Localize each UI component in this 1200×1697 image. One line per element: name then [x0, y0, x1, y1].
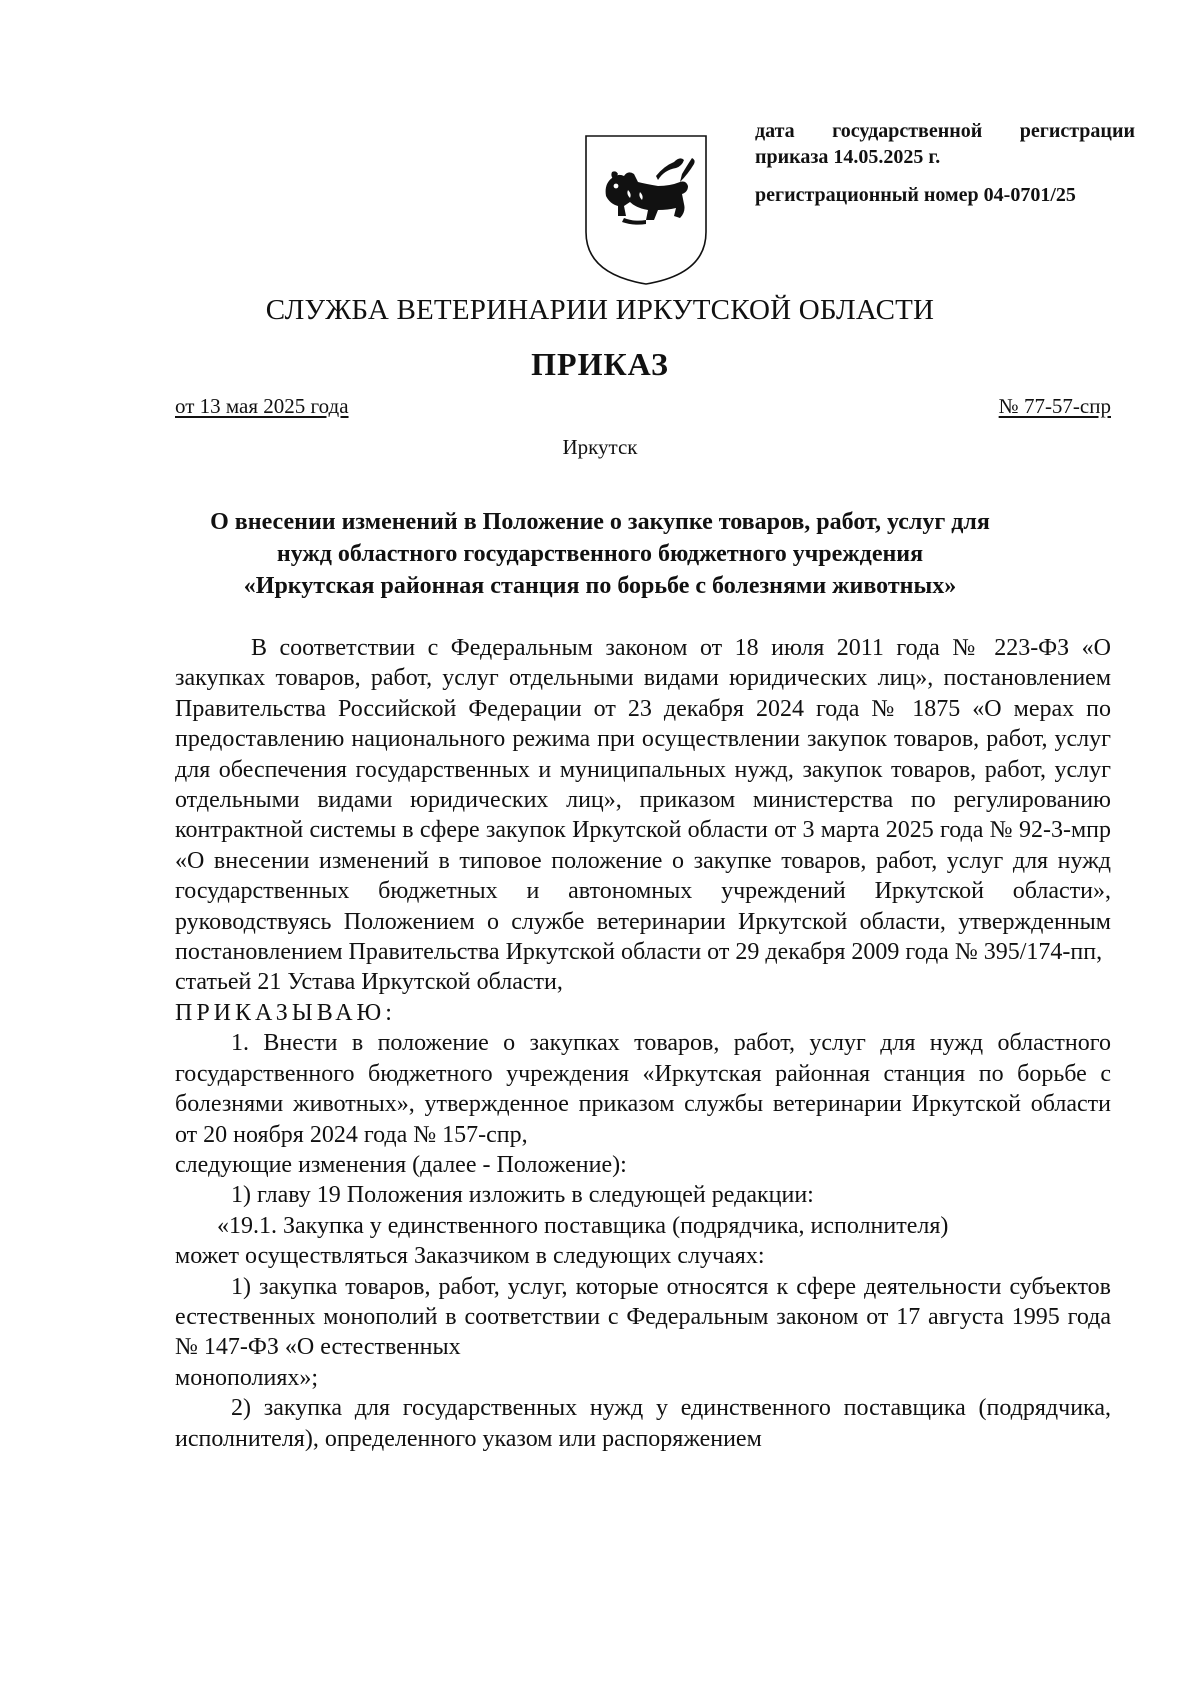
order-city: Иркутск [562, 435, 638, 459]
case-2-paragraph: 2) закупка для государственных нужд у единственного поставщика (подрядчика, исполнителя), определенного указом или распоряжением [175, 1395, 1111, 1452]
subject-line: О внесении изменений в Положение о закупке товаров, работ, услуг для [210, 509, 990, 535]
preamble-last-line: статьей 21 Устава Иркутской области, [175, 969, 563, 996]
order-body [175, 633, 1111, 1454]
registration-stamp [755, 118, 1135, 208]
order-directive: ПРИКАЗЫВАЮ: [175, 999, 396, 1026]
clause-19-1: «19.1. Закупка у единственного поставщика (подрядчика, исполнителя) [217, 1212, 949, 1239]
subject-line: «Иркутская районная станция по борьбе с болезнями животных» [243, 573, 957, 599]
irkutsk-coat-of-arms-icon [584, 134, 708, 286]
item-1-last-line: следующие изменения (далее - Положение): [175, 1151, 627, 1178]
case-1-paragraph: 1) закупка товаров, работ, услуг, которые относятся к сфере деятельности субъектов естественных монополий в соответствии с Федеральным законом от 17 августа 1995 года № 147-ФЗ «О естественных [175, 1273, 1111, 1361]
registration-date-label: дата государственной регистрации [755, 120, 1135, 142]
order-number: № 77-57-спр [998, 394, 1111, 418]
document-type-title: ПРИКАЗ [531, 346, 669, 382]
order-subject [140, 506, 1060, 602]
registration-number: регистрационный номер 04-0701/25 [755, 184, 1076, 206]
item-1-paragraph: 1. Внести в положение о закупках товаров, работ, услуг для нужд областного государственного бюджетного учреждения «Иркутская районная станция по борьбе с болезнями животных», утвержденное приказом службы ветеринарии Иркутской области от 20 ноября 2024 года № 157-спр, [175, 1030, 1111, 1148]
order-date: от 13 мая 2025 года [175, 394, 349, 418]
sub-item-1: 1) главу 19 Положения изложить в следующей редакции: [231, 1182, 814, 1209]
preamble-paragraph: В соответствии с Федеральным законом от 18 июля 2011 года № 223-ФЗ «О закупках товаров, работ, услуг отдельными видами юридических лиц», постановлением Правительства Российской Федерации от 23 декабря 2024 года № 1875 «О мерах по предоставлению национального режима при осуществлении закупок товаров, работ, услуг для обеспечения государственных и муниципальных нужд, закупок товаров, работ, услуг отдельными видами юридических лиц», приказом министерства по регулированию контрактной системы в сфере закупок Иркутской области от 3 марта 2025 года № 92-3-мпр «О внесении изменений в типовое положение о закупке товаров, работ, услуг для нужд государственных бюджетных и автономных учреждений Иркутской области», руководствуясь Положением о службе ветеринарии Иркутской области, утвержденным постановлением Правительства Иркутской области от 29 декабря 2009 года № 395/174-пп, [175, 635, 1111, 966]
case-1-last-line: монополиях»; [175, 1364, 319, 1391]
clause-19-1-last-line: может осуществляться Заказчиком в следующих случаях: [175, 1243, 765, 1270]
agency-name: СЛУЖБА ВЕТЕРИНАРИИ ИРКУТСКОЙ ОБЛАСТИ [265, 294, 935, 326]
subject-line: нужд областного государственного бюджетного учреждения [276, 541, 924, 567]
registration-date: приказа 14.05.2025 г. [755, 146, 941, 168]
